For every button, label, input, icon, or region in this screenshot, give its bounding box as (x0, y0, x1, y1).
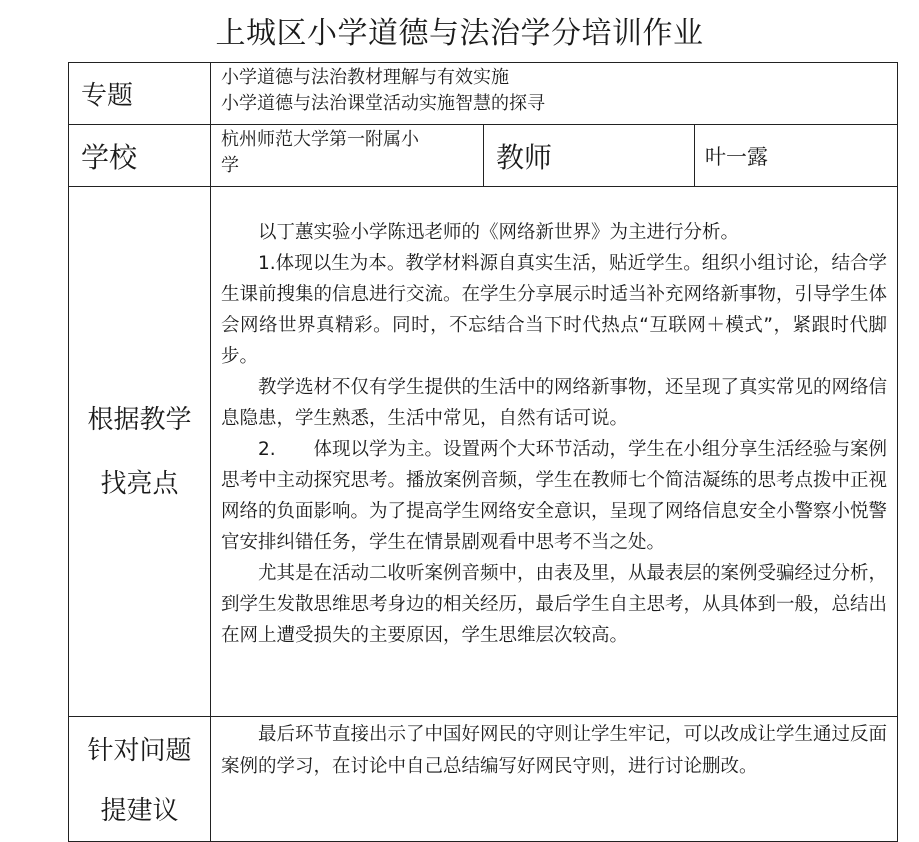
highlights-paragraph-1: 以丁蕙实验小学陈迅老师的《网络新世界》为主进行分析。 (258, 222, 740, 243)
issue-label-line-2: 提建议 (100, 796, 179, 826)
point-2-text: 体现以学为主。设置两个大环节活动，学生在小组分享生活经验与案例思考中主动探究思考。播放案例音频，学生在教师七个简洁凝练的思考点拨中正视网络的负面影响。为了提高学生网络安全意识，呈现了网络信息安全小警察小悦警官安排纠错任务，学生在情景剧观看中思考不当之处。 (221, 439, 888, 553)
row-issue (69, 717, 898, 842)
teacher-value: 叶一露 (695, 125, 898, 187)
issue-content (211, 717, 898, 842)
highlights-paragraph-3: 教学选材不仅有学生提供的生活中的网络新事物，还呈现了真实常见的网络信息隐患，学生熟悉，生活中常见，自然有话可说。 (221, 377, 888, 429)
row-topic (69, 63, 898, 125)
teacher-label: 教师 (484, 125, 695, 187)
highlights-paragraph-2: 1.体现以生为本。教学材料源自真实生活，贴近学生。组织小组讨论，结合学生课前搜集的信息进行交流。在学生分享展示时适当补充网络新事物，引导学生体会网络世界真精彩。同时，不忘结合当下时代热点“互联网＋模式”，紧跟时代脚步。 (221, 253, 888, 367)
school-value-line-1: 杭州师范大学第一附属小 (221, 129, 419, 150)
topic-line-1: 小学道德与法治教材理解与有效实施 (221, 67, 509, 88)
issue-paragraph: 最后环节直接出示了中国好网民的守则让学生牢记，可以改成让学生通过反面案例的学习，在讨论中自己总结编写好网民守则，进行讨论删改。 (221, 724, 888, 777)
highlights-label (69, 187, 211, 717)
highlights-label-line-1: 根据教学 (87, 404, 192, 435)
issue-label-line-1: 针对问题 (87, 736, 192, 766)
document-title: 上城区小学道德与法治学分培训作业 (215, 16, 704, 51)
point-2-number: 2. (258, 439, 276, 460)
topic-label: 专题 (69, 63, 211, 125)
topic-content (211, 63, 898, 125)
row-highlights (69, 187, 898, 717)
assignment-form-table (68, 62, 898, 842)
topic-line-2: 小学道德与法治课堂活动实施智慧的探寻 (221, 93, 545, 114)
highlights-label-line-2: 找亮点 (100, 468, 179, 499)
school-label: 学校 (69, 125, 211, 187)
row-school (69, 125, 898, 187)
highlights-paragraph-4 (221, 434, 887, 558)
highlights-content (211, 187, 898, 717)
school-value (211, 125, 484, 187)
issue-label (69, 717, 211, 842)
highlights-paragraph-5: 尤其是在活动二收听案例音频中，由表及里，从最表层的案例受骗经过分析，到学生发散思维思考身边的相关经历，最后学生自主思考，从具体到一般，总结出在网上遭受损失的主要原因，学生思维层次较高。 (221, 563, 888, 646)
school-value-line-2: 学 (221, 155, 239, 176)
